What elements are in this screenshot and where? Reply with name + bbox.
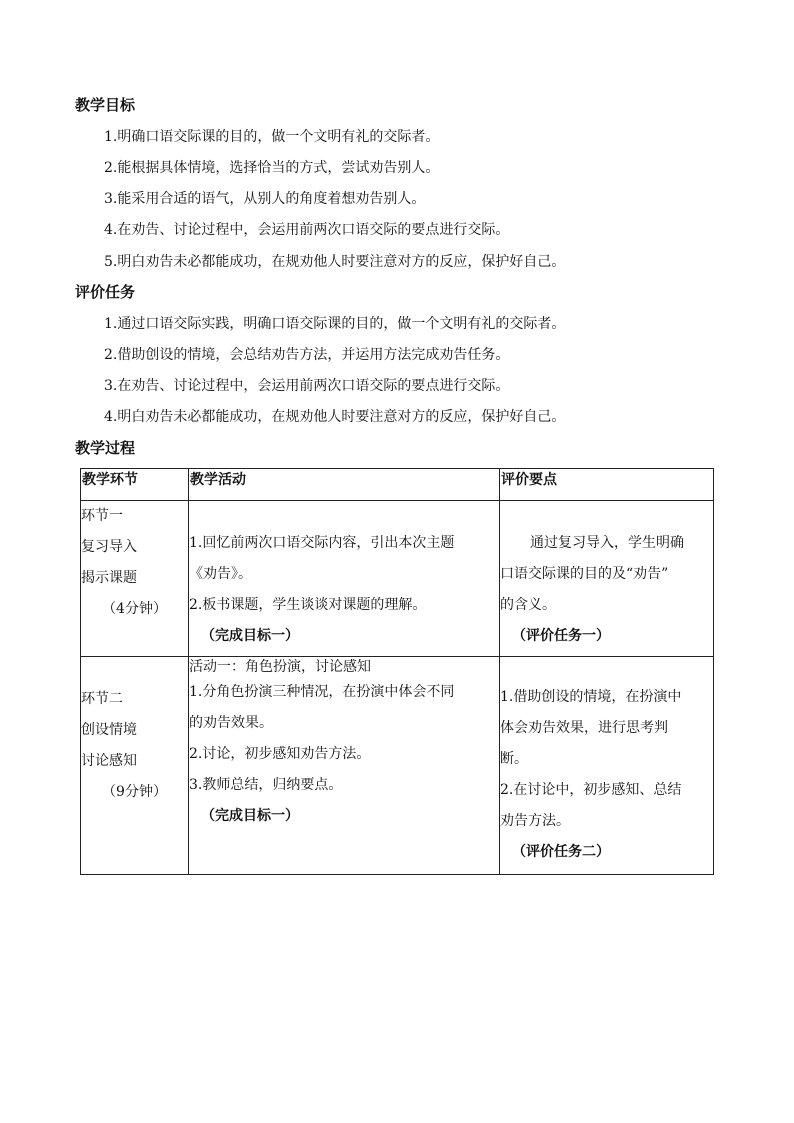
- stage-duration: （4分钟）: [102, 601, 167, 617]
- evaluation-line: 通过复习导入，学生明确: [530, 535, 684, 551]
- evaluation-line: 体会劝告效果，进行思考判: [500, 720, 668, 736]
- task-item: 3.在劝告、讨论过程中，会运用前两次口语交际的要点进行交际。: [104, 378, 510, 394]
- activity-line: 2.板书课题，学生谈谈对课题的理解。: [189, 597, 427, 613]
- process-table: [80, 468, 714, 875]
- evaluation-line: 的含义。: [500, 597, 556, 613]
- evaluation-line: 口语交际课的目的及“劝告”: [500, 566, 669, 582]
- activity-goal: （完成目标一）: [201, 808, 299, 824]
- evaluation-line: 劝告方法。: [500, 813, 570, 829]
- table-header-row: [81, 469, 714, 501]
- evaluation-cell: [500, 657, 714, 875]
- evaluation-task: （评价任务二）: [512, 844, 610, 860]
- activity-cell: [189, 501, 500, 657]
- process-heading: 教学过程: [75, 439, 136, 457]
- activity-line: 《劝告》。: [189, 566, 252, 582]
- evaluation-line: 断。: [500, 751, 528, 767]
- task-item: 4.明白劝告未必都能成功，在规劝他人时要注意对方的反应，保护好自己。: [104, 409, 566, 425]
- evaluation-cell: [500, 501, 714, 657]
- stage-cell: [81, 657, 189, 875]
- activity-line: 3.教师总结，归纳要点。: [189, 777, 343, 793]
- activity-line: 1.分角色扮演三种情况，在扮演中体会不同: [189, 684, 455, 700]
- task-item: 1.通过口语交际实践，明确口语交际课的目的，做一个文明有礼的交际者。: [104, 316, 566, 332]
- header-cell: 教学环节: [81, 469, 189, 501]
- goal-item: 4.在劝告、讨论过程中，会运用前两次口语交际的要点进行交际。: [104, 222, 510, 238]
- activity-goal: （完成目标一）: [201, 628, 299, 644]
- task-item: 2.借助创设的情境，会总结劝告方法，并运用方法完成劝告任务。: [104, 347, 510, 363]
- table-row: [81, 657, 714, 875]
- table-row: [81, 501, 714, 657]
- header-cell: 教学活动: [189, 469, 500, 501]
- tasks-heading: 评价任务: [75, 283, 136, 301]
- stage-line: 复习导入: [81, 539, 137, 555]
- stage-duration: （9分钟）: [102, 784, 167, 800]
- activity-line: 的劝告效果。: [189, 715, 273, 731]
- evaluation-line: 1.借助创设的情境，在扮演中: [500, 689, 682, 705]
- goal-item: 2.能根据具体情境，选择恰当的方式，尝试劝告别人。: [104, 160, 440, 176]
- stage-line: 创设情境: [81, 722, 137, 738]
- stage-cell: [81, 501, 189, 657]
- activity-cell: [189, 657, 500, 875]
- activity-line: 2.讨论，初步感知劝告方法。: [189, 746, 371, 762]
- goals-heading: 教学目标: [75, 96, 136, 114]
- evaluation-line: 2.在讨论中，初步感知、总结: [500, 782, 682, 798]
- stage-line: 讨论感知: [81, 753, 137, 769]
- stage-line: 揭示课题: [81, 570, 137, 586]
- header-cell: 评价要点: [500, 469, 714, 501]
- goal-item: 1.明确口语交际课的目的，做一个文明有礼的交际者。: [104, 129, 440, 145]
- activity-line: 活动一：角色扮演，讨论感知: [189, 659, 371, 675]
- stage-line: 环节一: [81, 508, 123, 524]
- activity-line: 1.回忆前两次口语交际内容，引出本次主题: [189, 535, 455, 551]
- goal-item: 5.明白劝告未必都能成功，在规劝他人时要注意对方的反应，保护好自己。: [104, 254, 566, 270]
- evaluation-task: （评价任务一）: [512, 628, 610, 644]
- goal-item: 3.能采用合适的语气，从别人的角度着想劝告别人。: [104, 191, 426, 207]
- stage-line: 环节二: [81, 691, 123, 707]
